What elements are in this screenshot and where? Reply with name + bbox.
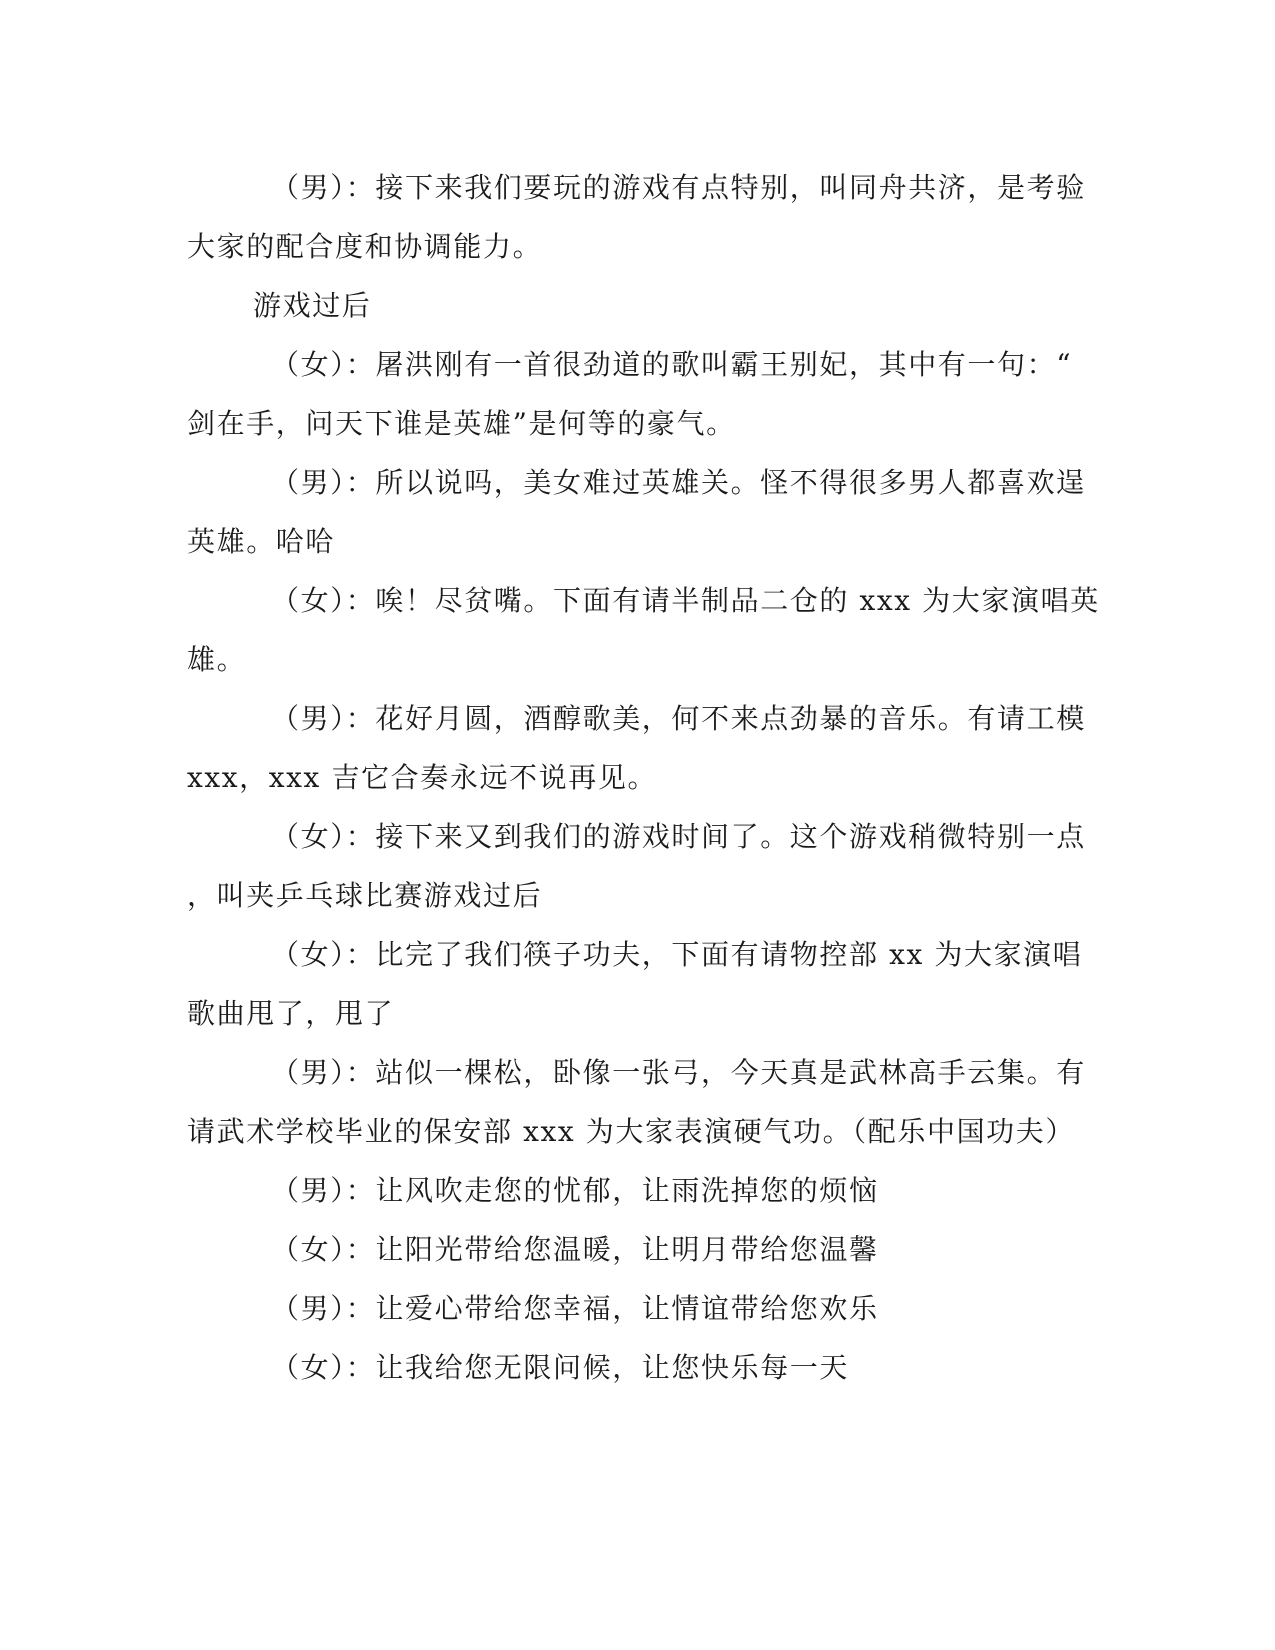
text-line: ，叫夹乒乓球比赛游戏过后: [187, 879, 543, 912]
text-line: （男）：接下来我们要玩的游戏有点特别，叫同舟共济，是考验: [271, 171, 1086, 204]
text-line: （男）：所以说吗，美女难过英雄关。怪不得很多男人都喜欢逞: [271, 466, 1086, 499]
paragraph: [187, 1161, 1075, 1220]
document-body: [187, 158, 1100, 1397]
paragraph: [187, 1279, 1075, 1338]
paragraph: [187, 571, 1100, 689]
paragraph: [187, 1338, 1075, 1397]
paragraph: [187, 335, 1075, 453]
text-line: （男）：让爱心带给您幸福，让情谊带给您欢乐: [271, 1292, 879, 1325]
paragraph: [187, 1220, 1075, 1279]
paragraph: [187, 925, 1083, 1043]
text-line: 游戏过后: [253, 289, 372, 322]
text-line: xxx，xxx 吉它合奏永远不说再见。: [187, 761, 658, 794]
paragraph: [187, 689, 1086, 807]
text-line: 雄。: [187, 643, 247, 676]
paragraph: [187, 158, 1086, 276]
paragraph: [187, 807, 1086, 925]
text-line: （男）：花好月圆，酒醇歌美，何不来点劲暴的音乐。有请工模: [271, 702, 1086, 735]
text-line: （女）：让我给您无限问候，让您快乐每一天: [271, 1351, 850, 1384]
text-line: 歌曲甩了，甩了: [187, 997, 395, 1030]
text-line: （女）：让阳光带给您温暖，让明月带给您温馨: [271, 1233, 879, 1266]
text-line: （女）：比完了我们筷子功夫，下面有请物控部 xx 为大家演唱: [271, 938, 1083, 971]
text-line: 剑在手，问天下谁是英雄”是何等的豪气。: [187, 407, 736, 440]
text-line: 请武术学校毕业的保安部 xxx 为大家表演硬气功。（配乐中国功夫）: [187, 1115, 1075, 1148]
text-line: 大家的配合度和协调能力。: [187, 230, 543, 263]
text-line: （男）：让风吹走您的忧郁，让雨洗掉您的烦恼: [271, 1174, 879, 1207]
paragraph: [187, 1043, 1086, 1161]
text-line: 英雄。哈哈: [187, 525, 336, 558]
text-line: （女）：唉！尽贫嘴。下面有请半制品二仓的 xxx 为大家演唱英: [271, 584, 1100, 617]
text-line: （男）：站似一棵松，卧像一张弓，今天真是武林高手云集。有: [271, 1056, 1086, 1089]
paragraph: [187, 276, 1075, 335]
text-line: （女）：接下来又到我们的游戏时间了。这个游戏稍微特别一点: [271, 820, 1086, 853]
text-line: （女）：屠洪刚有一首很劲道的歌叫霸王别妃，其中有一句：“: [271, 348, 1073, 381]
paragraph: [187, 453, 1086, 571]
